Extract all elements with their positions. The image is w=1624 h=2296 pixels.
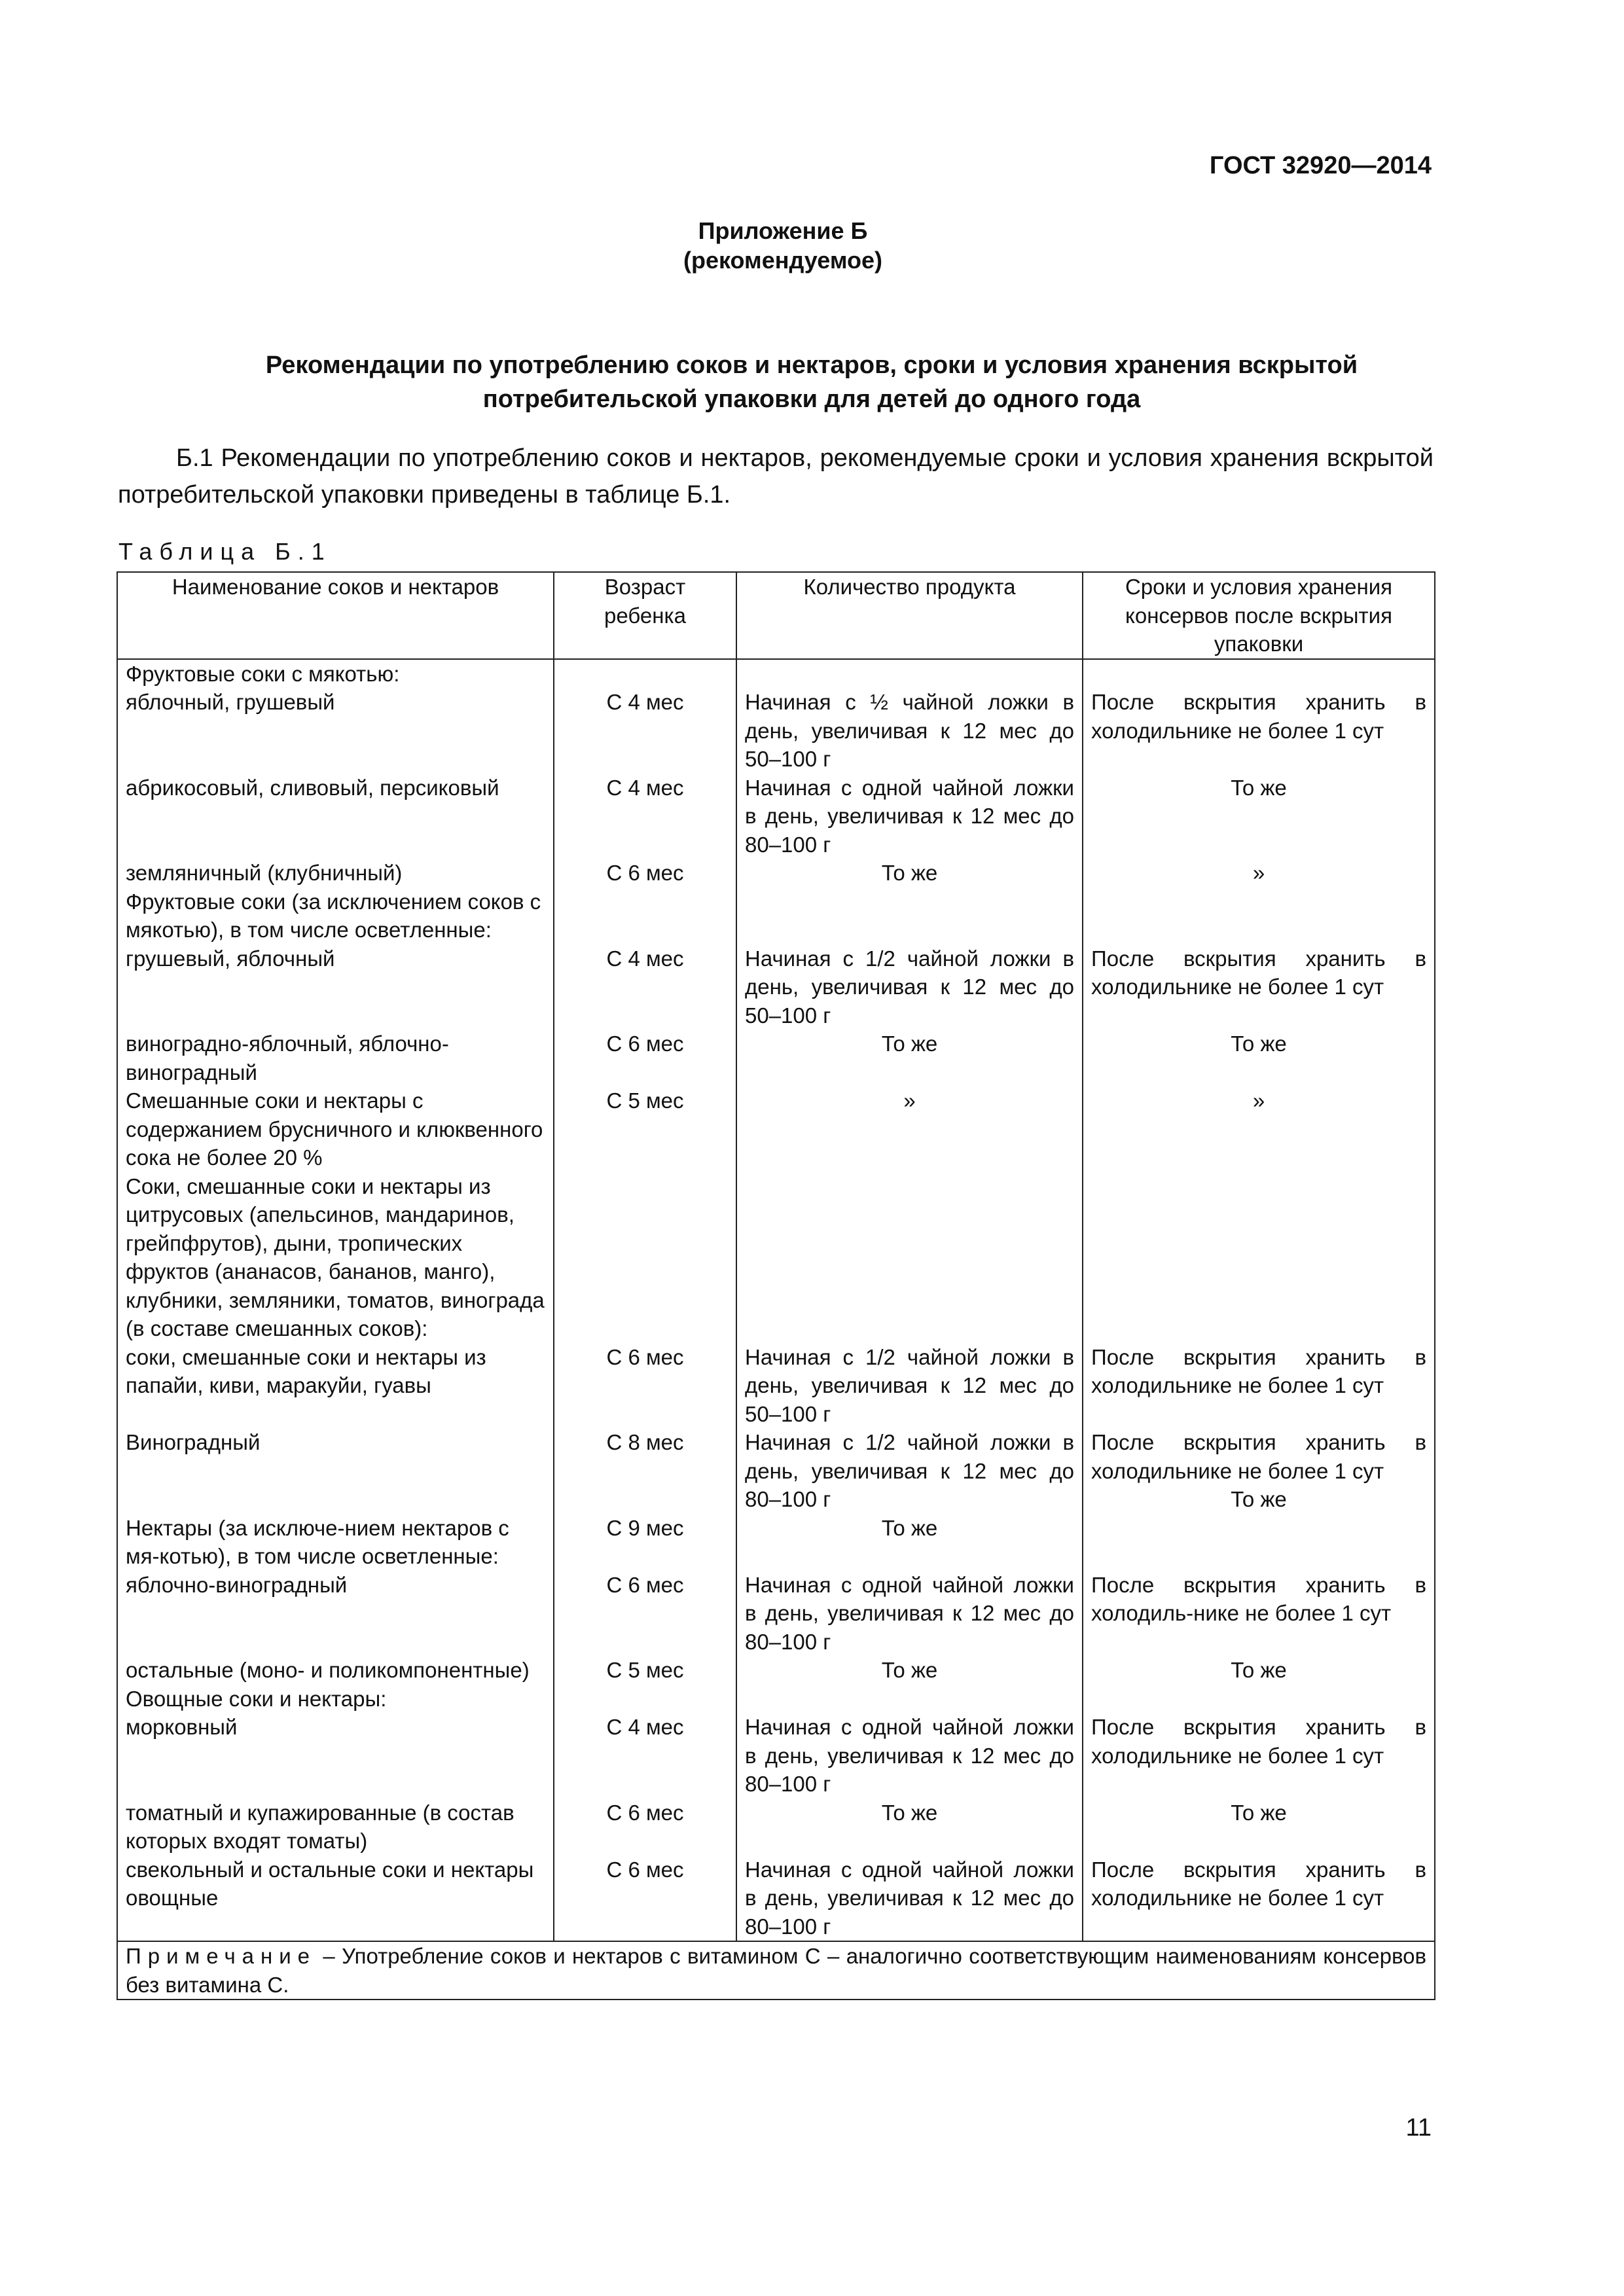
section-title bbox=[157, 348, 1466, 416]
cell-storage bbox=[1083, 659, 1435, 689]
table-row bbox=[117, 1656, 1435, 1685]
cell-quantity bbox=[736, 1656, 1083, 1685]
cell-age-text: С 6 мес bbox=[606, 1857, 684, 1882]
cell-quantity-text: То же bbox=[881, 861, 938, 885]
cell-age-text: С 4 мес bbox=[606, 690, 684, 714]
cell-age bbox=[554, 1799, 736, 1856]
cell-storage-text: После вскрытия хранить в холодильнике не более 1 сут bbox=[1091, 946, 1426, 999]
cell-name-text: Нектары (за исключе-нием нектаров с мя-котью), в том числе осветленные: bbox=[126, 1515, 509, 1568]
appendix-heading bbox=[0, 216, 1566, 275]
cell-age bbox=[554, 859, 736, 888]
cell-name-text: яблочный, грушевый bbox=[126, 690, 335, 714]
cell-name-text: морковный bbox=[126, 1715, 238, 1739]
appendix-subtitle: (рекомендуемое) bbox=[683, 247, 882, 274]
cell-storage bbox=[1083, 1172, 1435, 1343]
table-row bbox=[117, 944, 1435, 1030]
cell-quantity bbox=[736, 1685, 1083, 1713]
cell-quantity bbox=[736, 1030, 1083, 1086]
table-row bbox=[117, 688, 1435, 774]
cell-name-text: Смешанные соки и нектары с содержанием брусничного и клюквенного сока не более 20 % bbox=[126, 1088, 543, 1170]
cell-storage-text: То же bbox=[1231, 775, 1287, 800]
cell-age bbox=[554, 1656, 736, 1685]
cell-name bbox=[117, 944, 554, 1030]
cell-name-text: грушевый, яблочный bbox=[126, 946, 335, 971]
cell-quantity-text: То же bbox=[881, 1031, 938, 1056]
table-row bbox=[117, 1343, 1435, 1429]
cell-age-text: С 4 мес bbox=[606, 946, 684, 971]
cell-storage bbox=[1083, 1428, 1435, 1514]
cell-quantity-text: Начиная с одной чайной ложки в день, увеличивая к 12 мес до 80–100 г bbox=[745, 1715, 1074, 1796]
cell-quantity bbox=[736, 688, 1083, 774]
cell-age-text: С 5 мес bbox=[606, 1658, 684, 1682]
cell-quantity bbox=[736, 1799, 1083, 1856]
table-row bbox=[117, 1685, 1435, 1713]
section-title-line-1: Рекомендации по употреблению соков и нектаров, сроки и условия хранения вскрытой bbox=[265, 351, 1358, 379]
cell-age bbox=[554, 659, 736, 689]
section-title-line-2: потребительской упаковки для детей до одного года bbox=[482, 386, 1141, 413]
cell-quantity bbox=[736, 1856, 1083, 1942]
table-row bbox=[117, 888, 1435, 944]
cell-age-text: С 9 мес bbox=[606, 1515, 684, 1540]
cell-age-text: С 6 мес bbox=[606, 1572, 684, 1597]
cell-storage bbox=[1083, 1030, 1435, 1086]
document-code: ГОСТ 32920—2014 bbox=[1209, 152, 1432, 179]
cell-age bbox=[554, 688, 736, 774]
cell-name-text: абрикосовый, сливовый, персиковый bbox=[126, 775, 499, 800]
cell-storage bbox=[1083, 1571, 1435, 1657]
cell-name-text: земляничный (клубничный) bbox=[126, 861, 403, 885]
cell-storage-text: После вскрытия хранить в холодильнике не более 1 сут bbox=[1091, 1857, 1426, 1910]
cell-name bbox=[117, 888, 554, 944]
cell-name-text: остальные (моно- и поликомпонентные) bbox=[126, 1658, 530, 1682]
cell-age-text: С 6 мес bbox=[606, 1031, 684, 1056]
page-number: 11 bbox=[1405, 2114, 1432, 2142]
cell-name bbox=[117, 1713, 554, 1799]
cell-age-text: С 6 мес bbox=[606, 1344, 684, 1369]
cell-name-text: свекольный и остальные соки и нектары овощные bbox=[126, 1857, 534, 1910]
recommendations-table bbox=[117, 571, 1435, 2000]
table-row bbox=[117, 1856, 1435, 1942]
cell-name-text: виноградно-яблочный, яблочно-виноградный bbox=[126, 1031, 449, 1085]
appendix-title: Приложение Б bbox=[698, 217, 868, 244]
table-row bbox=[117, 1514, 1435, 1571]
cell-name bbox=[117, 1428, 554, 1514]
cell-age-text: С 6 мес bbox=[606, 1800, 684, 1825]
cell-storage-text: После вскрытия хранить в холодильнике не более 1 сут bbox=[1091, 1344, 1426, 1397]
cell-name bbox=[117, 659, 554, 689]
cell-quantity bbox=[736, 859, 1083, 888]
cell-quantity-text: Начиная с 1/2 чайной ложки в день, увеличивая к 12 мес до 50–100 г bbox=[745, 1344, 1074, 1426]
cell-quantity-text: То же bbox=[881, 1800, 938, 1825]
cell-age bbox=[554, 1571, 736, 1657]
cell-name bbox=[117, 1799, 554, 1856]
cell-storage-text: » bbox=[1252, 861, 1265, 885]
cell-storage-text: То же bbox=[1231, 1031, 1287, 1056]
cell-age-text: С 4 мес bbox=[606, 775, 684, 800]
cell-storage bbox=[1083, 944, 1435, 1030]
cell-storage bbox=[1083, 1799, 1435, 1856]
cell-storage-text: После вскрытия хранить в холодильнике не более 1 сут bbox=[1091, 1430, 1426, 1483]
cell-storage bbox=[1083, 859, 1435, 888]
cell-storage bbox=[1083, 774, 1435, 859]
cell-storage-text: То же bbox=[1231, 1658, 1287, 1682]
cell-name bbox=[117, 1030, 554, 1086]
cell-storage bbox=[1083, 1685, 1435, 1713]
cell-age bbox=[554, 1685, 736, 1713]
cell-storage-text: То же bbox=[1231, 1800, 1287, 1825]
cell-age-text: С 8 мес bbox=[606, 1430, 684, 1454]
cell-storage bbox=[1083, 688, 1435, 774]
cell-age bbox=[554, 1713, 736, 1799]
table-row bbox=[117, 1086, 1435, 1172]
cell-age bbox=[554, 944, 736, 1030]
cell-quantity-text: То же bbox=[881, 1515, 938, 1540]
cell-name-text: Фруктовые соки с мякотью: bbox=[126, 661, 400, 686]
cell-age bbox=[554, 1086, 736, 1172]
header-storage: Сроки и условия хранения консервов после вскрытия упаковки bbox=[1083, 572, 1435, 659]
cell-name bbox=[117, 1172, 554, 1343]
cell-quantity-text: То же bbox=[881, 1658, 938, 1682]
cell-quantity-text: Начиная с одной чайной ложки в день, увеличивая к 12 мес до 80–100 г bbox=[745, 1572, 1074, 1654]
cell-age bbox=[554, 1343, 736, 1429]
table-note-row bbox=[117, 1941, 1435, 2000]
cell-quantity bbox=[736, 888, 1083, 944]
header-quantity: Количество продукта bbox=[736, 572, 1083, 659]
cell-name bbox=[117, 1856, 554, 1942]
table-row bbox=[117, 1172, 1435, 1343]
table-row bbox=[117, 1713, 1435, 1799]
cell-name-text: Фруктовые соки (за исключением соков с мякотью), в том числе осветленные: bbox=[126, 889, 541, 942]
cell-name-text: соки, смешанные соки и нектары из папайи, киви, маракуйи, гуавы bbox=[126, 1344, 486, 1397]
intro-paragraph: Б.1 Рекомендации по употреблению соков и нектаров, рекомендуемые сроки и условия хранения вскрытой потребительской упаковки приведены в таблице Б.1. bbox=[118, 444, 1434, 509]
cell-storage-text: » bbox=[1252, 1088, 1265, 1113]
cell-age bbox=[554, 1514, 736, 1571]
cell-storage-text: После вскрытия хранить в холодильнике не более 1 сут bbox=[1091, 1715, 1426, 1768]
note-label: Примечание bbox=[126, 1944, 317, 1968]
header-age: Возраст ребенка bbox=[554, 572, 736, 659]
cell-quantity bbox=[736, 1713, 1083, 1799]
cell-name-text: томатный и купажированные (в состав которых входят томаты) bbox=[126, 1800, 514, 1853]
cell-storage bbox=[1083, 1514, 1435, 1571]
cell-storage-extra: То же bbox=[1231, 1487, 1287, 1511]
cell-age-text: С 6 мес bbox=[606, 861, 684, 885]
cell-quantity-text: Начиная с одной чайной ложки в день, увеличивая к 12 мес до 80–100 г bbox=[745, 775, 1074, 857]
cell-age bbox=[554, 888, 736, 944]
cell-quantity bbox=[736, 1343, 1083, 1429]
cell-quantity-text: Начиная с одной чайной ложки в день, увеличивая к 12 мес до 80–100 г bbox=[745, 1857, 1074, 1939]
table-row bbox=[117, 1799, 1435, 1856]
cell-age bbox=[554, 1172, 736, 1343]
cell-quantity bbox=[736, 1086, 1083, 1172]
cell-storage bbox=[1083, 1656, 1435, 1685]
cell-name bbox=[117, 1685, 554, 1713]
header-name: Наименование соков и нектаров bbox=[117, 572, 554, 659]
cell-age bbox=[554, 1856, 736, 1942]
table-row bbox=[117, 659, 1435, 689]
cell-name bbox=[117, 774, 554, 859]
cell-name bbox=[117, 1343, 554, 1429]
cell-quantity bbox=[736, 774, 1083, 859]
cell-quantity bbox=[736, 1514, 1083, 1571]
table-header-row bbox=[117, 572, 1435, 659]
table-row bbox=[117, 1030, 1435, 1086]
cell-quantity-text: Начиная с 1/2 чайной ложки в день, увеличивая к 12 мес до 50–100 г bbox=[745, 946, 1074, 1028]
cell-storage bbox=[1083, 1713, 1435, 1799]
cell-age-text: С 4 мес bbox=[606, 1715, 684, 1739]
cell-quantity-text: Начиная с 1/2 чайной ложки в день, увеличивая к 12 мес до 80–100 г bbox=[745, 1430, 1074, 1511]
cell-quantity bbox=[736, 1571, 1083, 1657]
cell-age-text: С 5 мес bbox=[606, 1088, 684, 1113]
cell-quantity bbox=[736, 1428, 1083, 1514]
cell-age bbox=[554, 1030, 736, 1086]
cell-quantity bbox=[736, 1172, 1083, 1343]
table-note bbox=[117, 1941, 1435, 2000]
table-row bbox=[117, 774, 1435, 859]
cell-name-text: Овощные соки и нектары: bbox=[126, 1686, 387, 1711]
cell-quantity-text: » bbox=[903, 1088, 916, 1113]
cell-storage-text: После вскрытия хранить в холодильнике не более 1 сут bbox=[1091, 690, 1426, 743]
cell-name bbox=[117, 1656, 554, 1685]
cell-name-text: яблочно-виноградный bbox=[126, 1572, 348, 1597]
cell-name bbox=[117, 1086, 554, 1172]
table-row bbox=[117, 1571, 1435, 1657]
cell-storage bbox=[1083, 1343, 1435, 1429]
cell-storage bbox=[1083, 1086, 1435, 1172]
cell-name bbox=[117, 1514, 554, 1571]
cell-storage bbox=[1083, 1856, 1435, 1942]
table-row bbox=[117, 1428, 1435, 1514]
cell-age bbox=[554, 774, 736, 859]
cell-quantity-text: Начиная с ½ чайной ложки в день, увеличивая к 12 мес до 50–100 г bbox=[745, 690, 1074, 771]
cell-storage bbox=[1083, 888, 1435, 944]
table-row bbox=[117, 859, 1435, 888]
cell-age bbox=[554, 1428, 736, 1514]
cell-quantity bbox=[736, 944, 1083, 1030]
cell-name bbox=[117, 1571, 554, 1657]
cell-name-text: Соки, смешанные соки и нектары из цитрусовых (апельсинов, мандаринов, грейпфрутов), дыни, тропических фруктов (ананасов, бананов, манго), клубники, земляники, томатов, винограда (в составе смешанных соков): bbox=[126, 1174, 545, 1340]
cell-name bbox=[117, 688, 554, 774]
note-text: – Употребление соков и нектаров с витамином С – аналогично соответствующим наименованиям консервов без витамина С. bbox=[126, 1944, 1426, 1997]
cell-storage-text: После вскрытия хранить в холодиль-нике не более 1 сут bbox=[1091, 1572, 1426, 1625]
cell-name bbox=[117, 859, 554, 888]
cell-quantity bbox=[736, 659, 1083, 689]
cell-name-text: Виноградный bbox=[126, 1430, 261, 1454]
table-label: Таблица Б.1 bbox=[118, 538, 332, 565]
